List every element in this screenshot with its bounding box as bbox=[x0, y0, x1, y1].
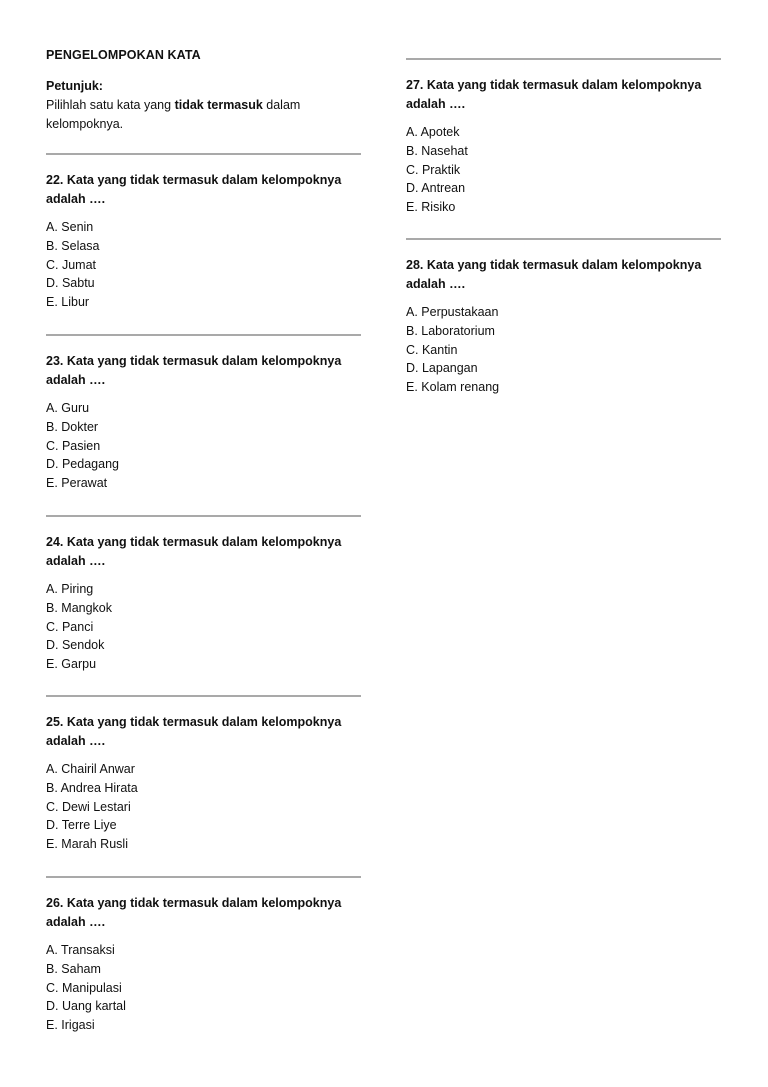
answer-option[interactable]: E. Garpu bbox=[46, 657, 97, 672]
answer-option[interactable]: B. Dokter bbox=[46, 419, 99, 434]
instructions-text-before: Pilihlah satu kata yang bbox=[46, 98, 175, 112]
instructions-text-bold: tidak termasuk bbox=[174, 98, 263, 112]
answer-option[interactable]: C. Panci bbox=[46, 619, 94, 634]
question-number: 24. bbox=[46, 535, 64, 549]
question-number: 26. bbox=[46, 896, 64, 910]
question-divider bbox=[46, 515, 361, 517]
question-text bbox=[46, 171, 361, 209]
answer-option[interactable]: E. Irigasi bbox=[46, 1018, 95, 1033]
answer-option[interactable]: E. Marah Rusli bbox=[46, 837, 128, 852]
instructions-label: Petunjuk: bbox=[46, 79, 103, 93]
answer-option[interactable]: D. Uang kartal bbox=[46, 999, 126, 1014]
question-prompt: Kata yang tidak termasuk dalam kelompoknya adalah …. bbox=[46, 896, 342, 929]
answer-option[interactable]: B. Laboratorium bbox=[406, 323, 495, 338]
question-prompt: Kata yang tidak termasuk dalam kelompoknya adalah …. bbox=[406, 78, 702, 111]
question-text bbox=[46, 352, 361, 390]
question-23 bbox=[46, 334, 361, 493]
page-title: PENGELOMPOKAN KATA bbox=[46, 48, 201, 62]
question-22 bbox=[46, 153, 361, 312]
answer-option[interactable]: D. Sabtu bbox=[46, 276, 95, 291]
answer-option[interactable]: B. Selasa bbox=[46, 238, 100, 253]
instructions bbox=[46, 77, 361, 134]
question-text bbox=[46, 533, 361, 571]
answer-options bbox=[46, 580, 361, 674]
question-divider bbox=[46, 695, 361, 697]
instructions-text-after: dalam kelompoknya. bbox=[46, 98, 301, 131]
question-divider bbox=[46, 153, 361, 155]
answer-option[interactable]: E. Risiko bbox=[406, 200, 456, 215]
answer-option[interactable]: B. Saham bbox=[46, 961, 101, 976]
answer-option[interactable]: A. Piring bbox=[46, 582, 94, 596]
answer-option[interactable]: B. Andrea Hirata bbox=[46, 780, 138, 795]
question-number: 28. bbox=[406, 258, 424, 272]
question-26 bbox=[46, 876, 361, 1035]
answer-option[interactable]: A. Perpustakaan bbox=[406, 305, 499, 319]
question-prompt: Kata yang tidak termasuk dalam kelompoknya adalah …. bbox=[46, 173, 342, 206]
answer-options bbox=[46, 941, 361, 1035]
answer-option[interactable]: A. Senin bbox=[46, 220, 94, 234]
question-number: 23. bbox=[46, 354, 64, 368]
answer-option[interactable]: A. Chairil Anwar bbox=[46, 762, 135, 776]
answer-option[interactable]: B. Mangkok bbox=[46, 600, 113, 615]
answer-option[interactable]: C. Dewi Lestari bbox=[46, 799, 131, 814]
answer-option[interactable]: B. Nasehat bbox=[406, 143, 468, 158]
question-divider bbox=[406, 58, 721, 60]
question-prompt: Kata yang tidak termasuk dalam kelompoknya adalah …. bbox=[46, 715, 342, 748]
question-prompt: Kata yang tidak termasuk dalam kelompoknya adalah …. bbox=[46, 354, 342, 387]
question-24 bbox=[46, 515, 361, 674]
answer-options bbox=[46, 760, 361, 854]
answer-option[interactable]: E. Libur bbox=[46, 295, 90, 310]
question-number: 22. bbox=[46, 173, 64, 187]
answer-option[interactable]: D. Terre Liye bbox=[46, 818, 117, 833]
question-divider bbox=[46, 876, 361, 878]
question-text bbox=[46, 894, 361, 932]
question-divider bbox=[406, 238, 721, 240]
answer-option[interactable]: C. Jumat bbox=[46, 257, 97, 272]
question-number: 25. bbox=[46, 715, 64, 729]
answer-option[interactable]: D. Sendok bbox=[46, 638, 105, 653]
answer-option[interactable]: C. Kantin bbox=[406, 342, 458, 357]
answer-option[interactable]: D. Lapangan bbox=[406, 361, 478, 376]
answer-option[interactable]: A. Apotek bbox=[406, 125, 460, 139]
answer-option[interactable]: E. Kolam renang bbox=[406, 380, 500, 395]
question-25 bbox=[46, 695, 361, 854]
question-text bbox=[406, 256, 721, 294]
answer-options bbox=[406, 123, 721, 217]
question-text bbox=[46, 713, 361, 751]
answer-options bbox=[46, 399, 361, 493]
answer-option[interactable]: C. Pasien bbox=[46, 438, 101, 453]
answer-option[interactable]: D. Pedagang bbox=[46, 457, 119, 472]
question-prompt: Kata yang tidak termasuk dalam kelompoknya adalah …. bbox=[46, 535, 342, 568]
question-divider bbox=[46, 334, 361, 336]
question-28 bbox=[406, 238, 721, 397]
answer-option[interactable]: C. Praktik bbox=[406, 162, 461, 177]
question-text bbox=[406, 76, 721, 114]
question-27 bbox=[406, 58, 721, 217]
question-number: 27. bbox=[406, 78, 424, 92]
answer-option[interactable]: C. Manipulasi bbox=[46, 980, 122, 995]
answer-option[interactable]: A. Transaksi bbox=[46, 943, 115, 957]
answer-option[interactable]: E. Perawat bbox=[46, 476, 108, 491]
answer-options bbox=[46, 218, 361, 312]
answer-options bbox=[406, 303, 721, 397]
answer-option[interactable]: A. Guru bbox=[46, 401, 90, 415]
question-prompt: Kata yang tidak termasuk dalam kelompoknya adalah …. bbox=[406, 258, 702, 291]
answer-option[interactable]: D. Antrean bbox=[406, 181, 466, 196]
